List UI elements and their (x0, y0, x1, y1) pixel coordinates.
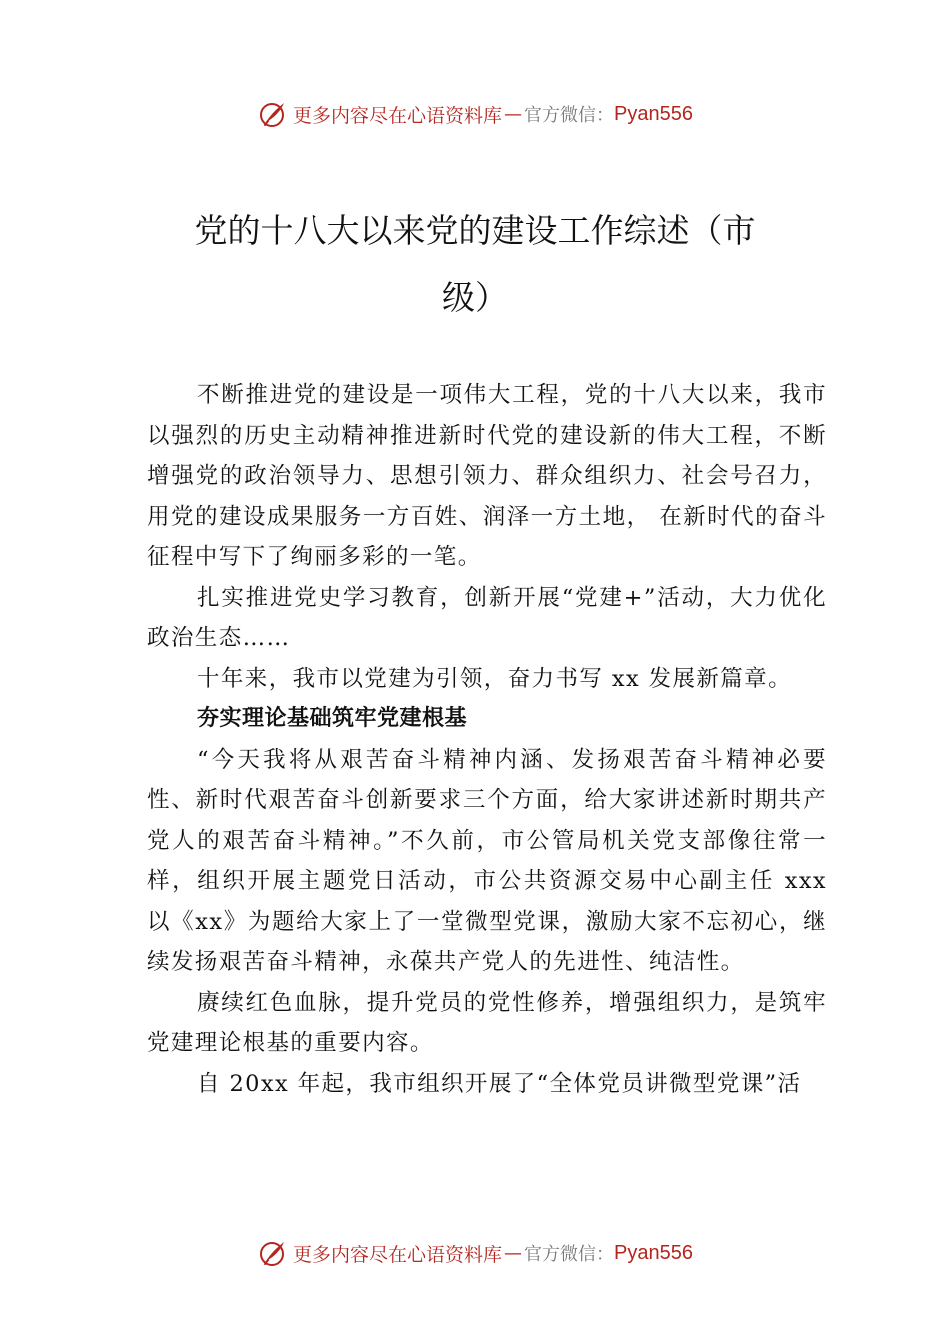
banner-wechat-id: Pyan556 (614, 102, 693, 125)
body-paragraph-decade: 十年来，我市以党建为引领，奋力书写 xx 发展新篇章。 (197, 665, 792, 692)
banner-wechat-id: Pyan556 (614, 1241, 693, 1264)
body-paragraph-party-lesson: “今天我将从艰苦奋斗精神内涵、发扬艰苦奋斗精神必要性、新时代艰苦奋斗创新要求三个方面，给大家讲述新时期共产党人的艰苦奋斗精神。”不久前，市公管局机关党支部像往常一样，组织开展主题党日活动，市公共资源交易中心副主任 xxx 以《xx》为题给大家上了一堂微型党课，激励大家不忘初心，继续发扬艰苦奋斗精神，永葆共产党人的先进性、纯洁性。 (147, 746, 827, 975)
footer-watermark-banner (0, 1233, 950, 1273)
quill-pen-logo-icon (257, 98, 289, 130)
body-paragraph-initiatives: 扎实推进党史学习教育，创新开展“党建+”活动，大力优化政治生态…… (147, 584, 827, 651)
document-body (147, 375, 827, 1104)
quill-pen-logo-icon (257, 1237, 289, 1269)
banner-separator: — (504, 103, 523, 125)
body-paragraph-intro: 不断推进党的建设是一项伟大工程，党的十八大以来，我市以强烈的历史主动精神推进新时代党的建设新的伟大工程，不断增强党的政治领导力、思想引领力、群众组织力、社会号召力，用党的建设成果服务一方百姓、润泽一方土地， 在新时代的奋斗征程中写下了绚丽多彩的一笔。 (147, 382, 827, 570)
banner-wechat-label: 官方微信： (524, 1244, 615, 1265)
document-title-line1: 党的十八大以来党的建设工作综述（市 (194, 211, 756, 250)
body-paragraph-micro-lesson: 自 20xx 年起，我市组织开展了“全体党员讲微型党课”活 (197, 1070, 802, 1097)
banner-brand-text: 更多内容尽在心语资料库 (293, 1243, 503, 1266)
banner-brand-text: 更多内容尽在心语资料库 (293, 104, 503, 127)
section-heading: 夯实理论基础筑牢党建根基 (197, 706, 468, 731)
banner-wechat-label: 官方微信： (524, 105, 615, 126)
body-paragraph-red-bloodline: 赓续红色血脉，提升党员的党性修养，增强组织力，是筑牢党建理论根基的重要内容。 (147, 989, 827, 1056)
banner-separator: — (504, 1242, 523, 1264)
header-watermark-banner (0, 94, 950, 134)
document-title-line2: 级） (442, 278, 508, 317)
